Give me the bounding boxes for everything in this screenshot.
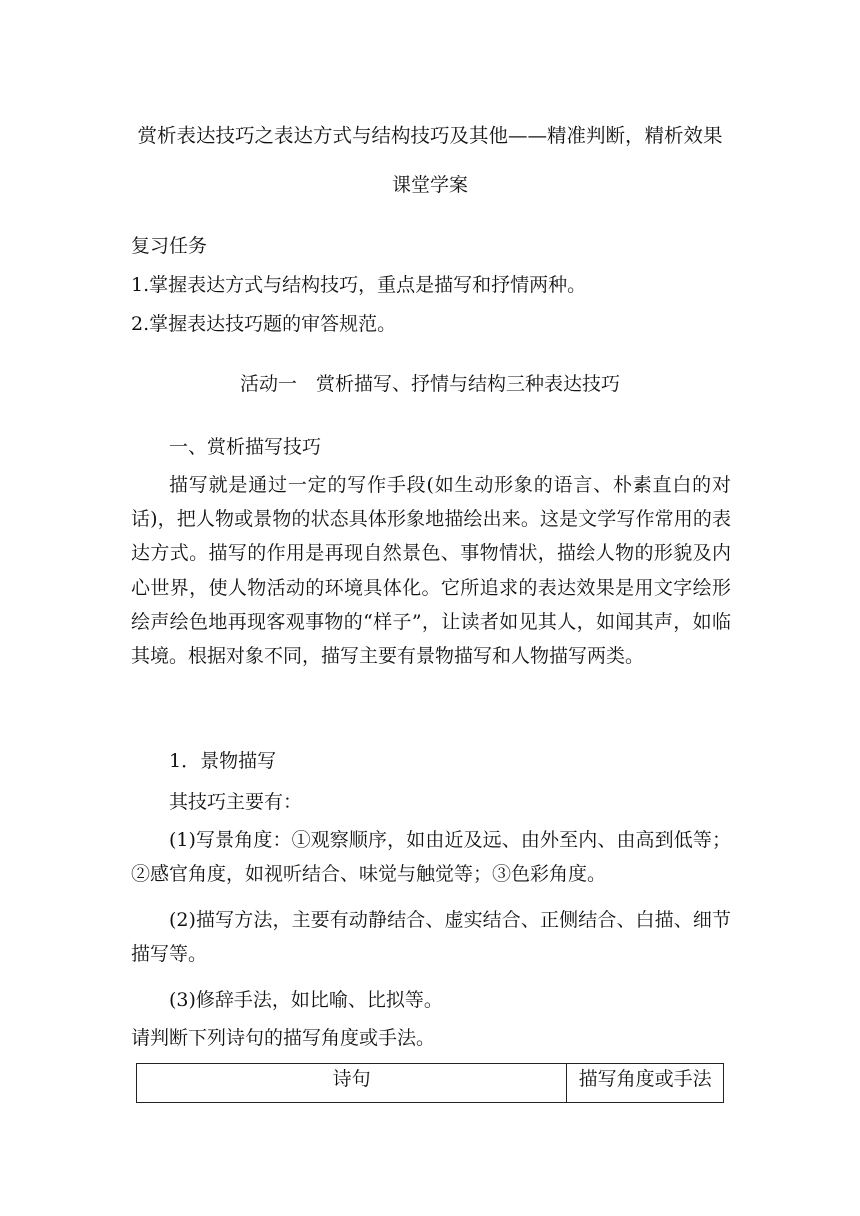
scenery-point-2: (2)描写方法，主要有动静结合、虚实结合、正侧结合、白描、细节描写等。 (131, 909, 731, 966)
table-header-row (137, 1064, 724, 1103)
section-heading-description: 一、赏析描写技巧 (169, 436, 322, 458)
subsection-heading-scenery: 1．景物描写 (169, 750, 277, 772)
review-heading: 复习任务 (131, 235, 208, 257)
scenery-intro: 其技巧主要有： (169, 791, 303, 813)
document-title: 赏析表达技巧之表达方式与结构技巧及其他——精准判断，精析效果 (137, 124, 723, 147)
activity-title: 活动一 赏析描写、抒情与结构三种表达技巧 (239, 373, 620, 395)
scenery-point-1: (1)写景角度：①观察顺序，如由近及远、由外至内、由高到低等；②感官角度，如视听结合、味觉与触觉等；③色彩角度。 (131, 829, 731, 886)
table-header-verse: 诗句 (137, 1064, 567, 1103)
scenery-point-3: (3)修辞手法，如比喻、比拟等。 (169, 989, 443, 1011)
exercise-prompt: 请判断下列诗句的描写角度或手法。 (131, 1027, 436, 1049)
table-header-technique: 描写角度或手法 (567, 1064, 724, 1103)
document-subtitle: 课堂学案 (391, 174, 468, 196)
review-item-1: 1.掌握表达方式与结构技巧，重点是描写和抒情两种。 (131, 274, 587, 296)
description-paragraph: 描写就是通过一定的写作手段(如生动形象的语言、朴素直白的对话)，把人物或景物的状态具体形象地描绘出来。这是文学写作常用的表达方式。描写的作用是再现自然景色、事物情状，描绘人物的形貌及内心世界，使人物活动的环境具体化。它所追求的表达效果是用文字绘形绘声绘色地再现客观事物的“样子”，让读者如见其人，如闻其声，如临其境。根据对象不同，描写主要有景物描写和人物描写两类。 (131, 474, 731, 668)
exercise-table (136, 1063, 724, 1103)
review-item-2: 2.掌握表达技巧题的审答规范。 (131, 313, 397, 335)
